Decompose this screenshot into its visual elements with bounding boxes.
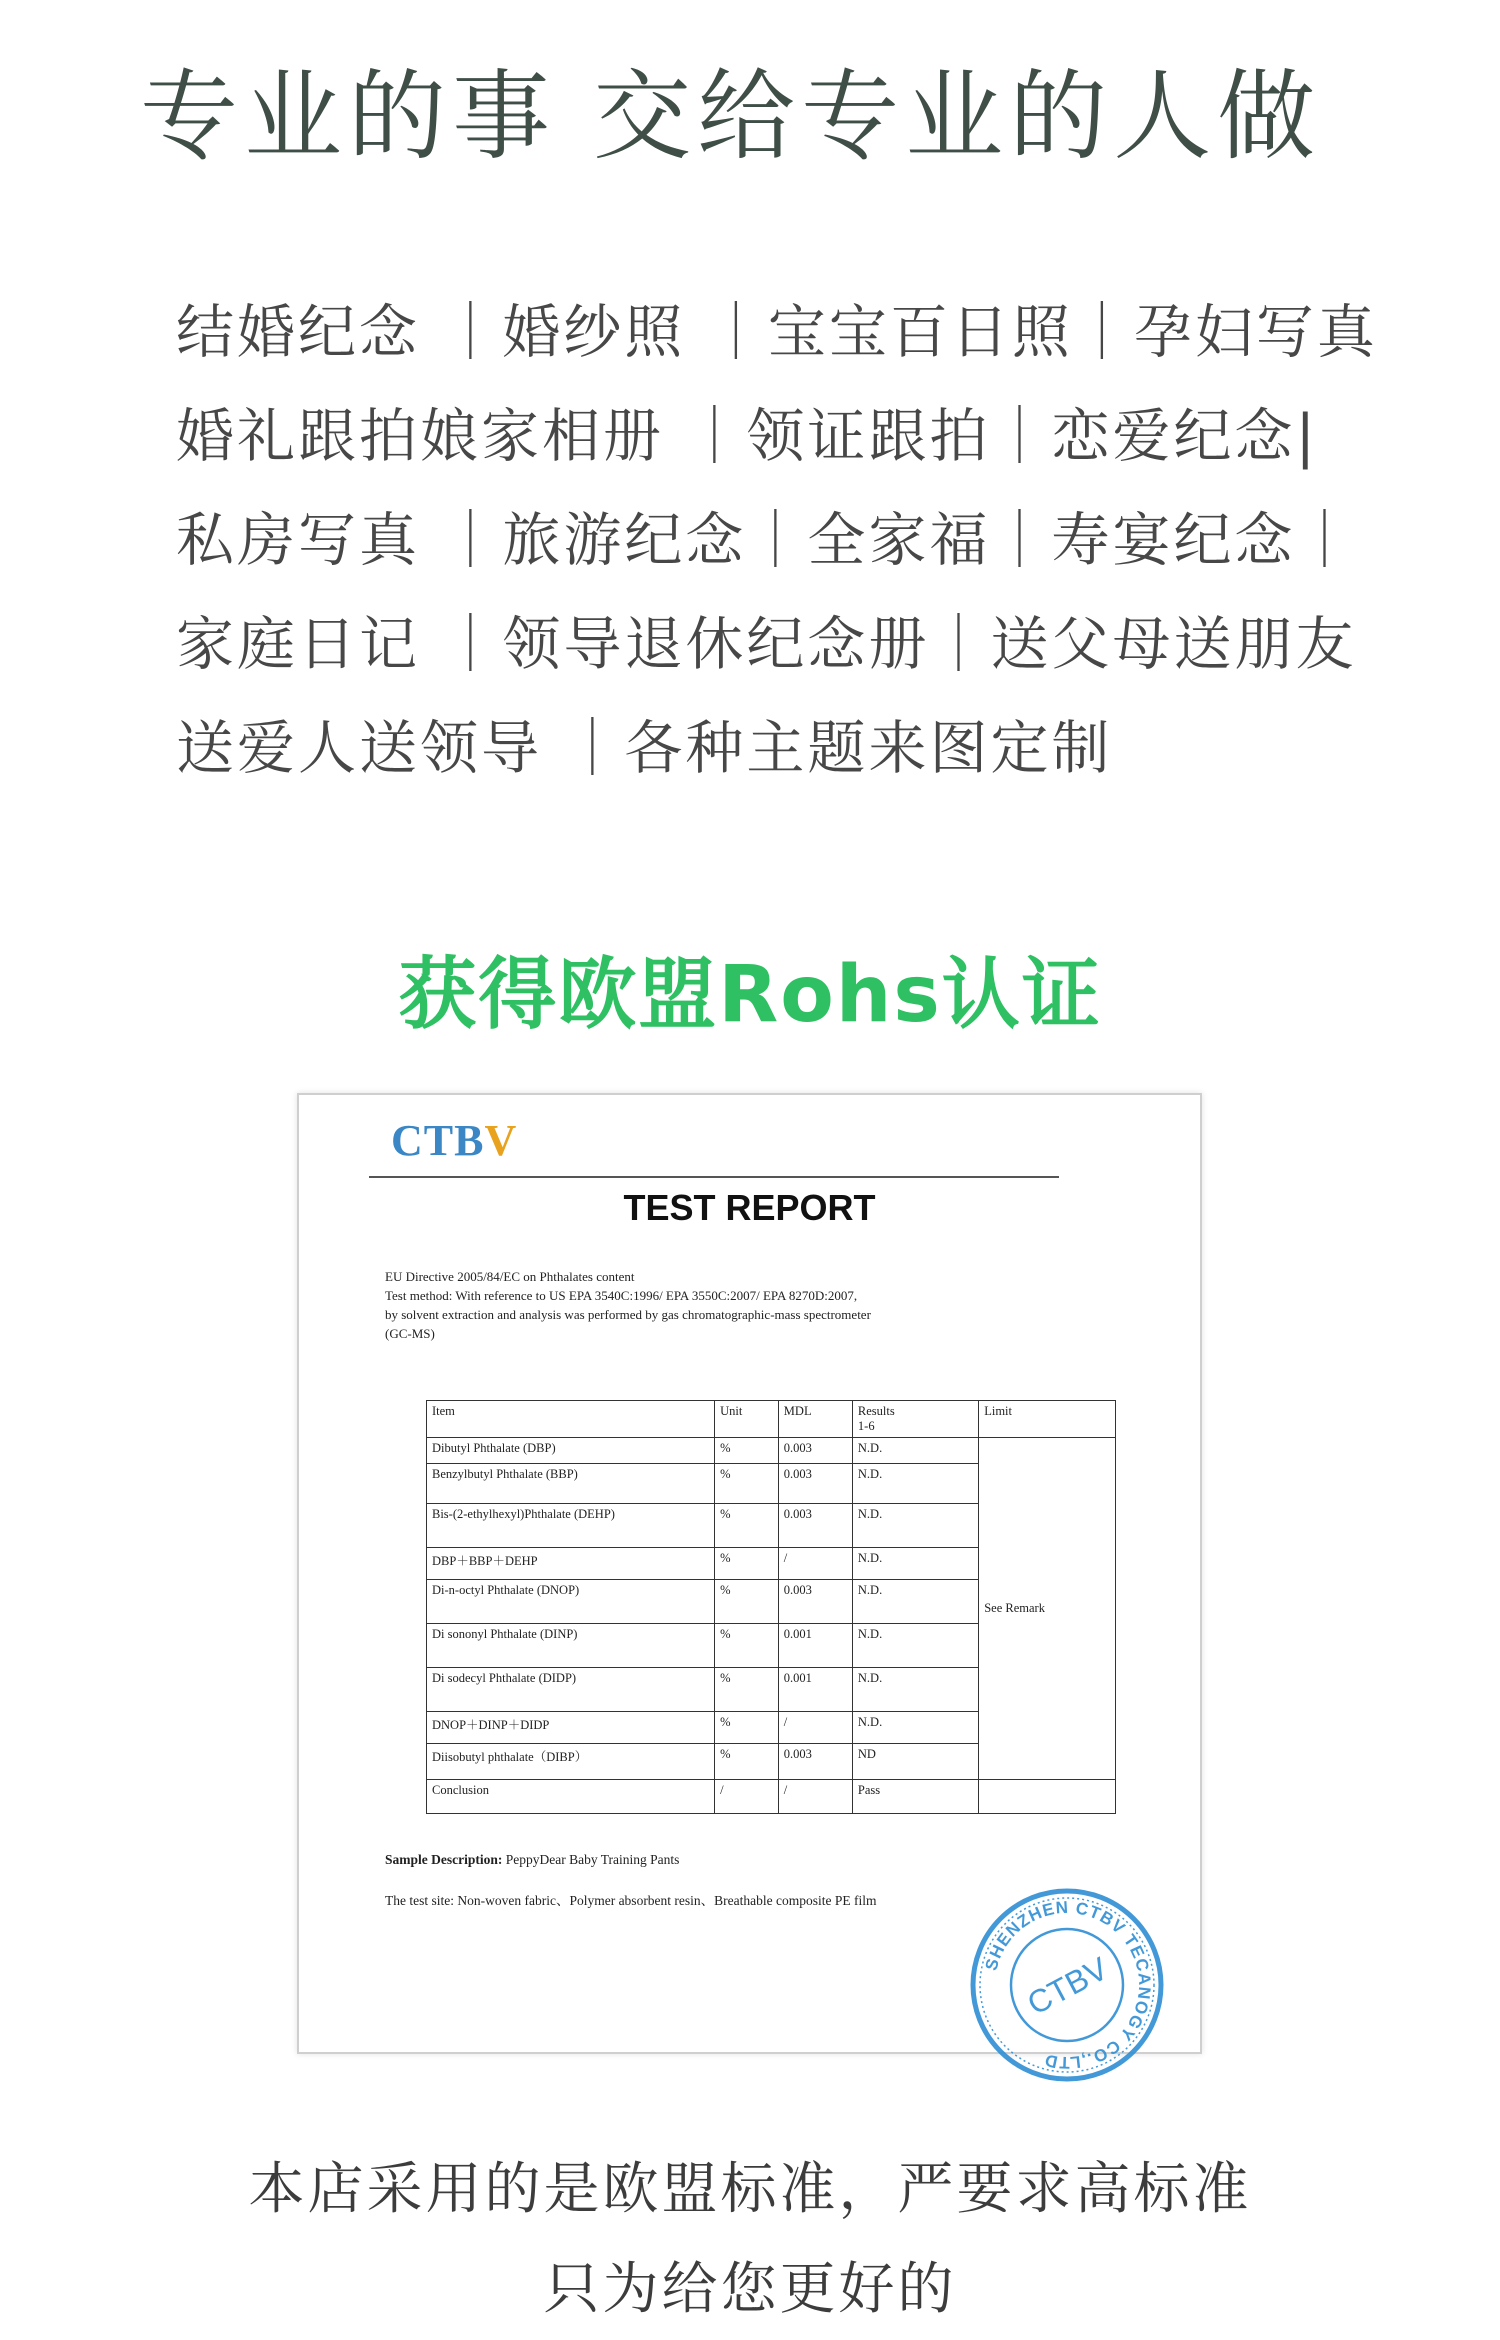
cell-limit-remark: See Remark [979, 1438, 1116, 1780]
theme-line: 私房写真 ｜旅游纪念｜全家福｜寿宴纪念｜ [176, 506, 1357, 574]
cell-mdl: 0.001 [778, 1668, 852, 1712]
bottom-statement [0, 2140, 1500, 2340]
company-seal-stamp [967, 1885, 1167, 2085]
table-row [427, 1438, 1116, 1464]
cell-result: N.D. [852, 1548, 978, 1580]
cell-unit: % [715, 1548, 779, 1580]
cell-item: Di sononyl Phthalate (DINP) [427, 1624, 715, 1668]
report-intro [385, 1267, 1085, 1343]
bottom-line-2: 只为给您更好的 [543, 2257, 957, 2322]
header-item: Item [427, 1401, 715, 1438]
cell-result: N.D. [852, 1438, 978, 1464]
results-table [426, 1400, 1116, 1814]
logo-text: CTB [391, 1116, 485, 1165]
cell-mdl: 0.003 [778, 1438, 852, 1464]
cell-item: Benzylbutyl Phthalate (BBP) [427, 1464, 715, 1504]
cell-mdl: 0.003 [778, 1744, 852, 1780]
cell-unit: % [715, 1624, 779, 1668]
theme-line: 送爱人送领导 ｜各种主题来图定制 [176, 714, 1113, 782]
cell-result: N.D. [852, 1464, 978, 1504]
sample-value: PeppyDear Baby Training Pants [505, 1852, 680, 1867]
stamp-ring-text: SHENZHEN CTBV TECANOGY CO.,LTD [981, 1897, 1155, 2073]
cell-item: Conclusion [427, 1780, 715, 1814]
intro-line: (GC-MS) [385, 1326, 435, 1341]
cell-mdl: / [778, 1712, 852, 1744]
theme-line: 结婚纪念 ｜婚纱照 ｜宝宝百日照｜孕妇写真 [176, 298, 1378, 366]
cell-result: ND [852, 1744, 978, 1780]
cell-result: N.D. [852, 1712, 978, 1744]
bottom-line-1: 本店采用的是欧盟标准，严要求高标准 [248, 2157, 1252, 2222]
header-unit: Unit [715, 1401, 779, 1438]
sample-label: Sample Description: [385, 1852, 503, 1867]
cell-result: N.D. [852, 1580, 978, 1624]
cell-item: Bis-(2-ethylhexyl)Phthalate (DEHP) [427, 1504, 715, 1548]
cell-mdl: / [778, 1548, 852, 1580]
theme-line: 婚礼跟拍娘家相册 ｜领证跟拍｜恋爱纪念| [176, 402, 1318, 470]
page-headline: 专业的事 交给专业的人做 [140, 60, 1322, 174]
cell-unit: / [715, 1780, 779, 1814]
cell-unit: % [715, 1464, 779, 1504]
table-header-row [427, 1401, 1116, 1438]
cell-mdl: 0.001 [778, 1624, 852, 1668]
cell-item: Dibutyl Phthalate (DBP) [427, 1438, 715, 1464]
table-conclusion-row [427, 1780, 1116, 1814]
header-results-label: Results [857, 1404, 895, 1418]
cell-unit: % [715, 1712, 779, 1744]
test-site: The test site: Non-woven fabric、Polymer absorbent resin、Breathable composite PE film [385, 1893, 877, 1908]
cell-mdl: 0.003 [778, 1464, 852, 1504]
cell-result: N.D. [852, 1668, 978, 1712]
cell-mdl: / [778, 1780, 852, 1814]
cell-item: Di-n-octyl Phthalate (DNOP) [427, 1580, 715, 1624]
theme-list [176, 280, 1416, 800]
sample-description [385, 1852, 679, 1868]
cell-limit [979, 1780, 1116, 1814]
report-title: TEST REPORT [623, 1187, 876, 1228]
cell-unit: % [715, 1504, 779, 1548]
intro-line: Test method: With reference to US EPA 3540C:1996/ EPA 3550C:2007/ EPA 8270D:2007, [385, 1288, 858, 1303]
logo-accent-letter: V [484, 1116, 518, 1165]
cell-unit: % [715, 1580, 779, 1624]
cell-result: N.D. [852, 1624, 978, 1668]
cell-mdl: 0.003 [778, 1580, 852, 1624]
intro-line: by solvent extraction and analysis was performed by gas chromatographic-mass spectrometer [385, 1307, 871, 1322]
cell-item: DBP＋BBP＋DEHP [427, 1548, 715, 1580]
intro-line: EU Directive 2005/84/EC on Phthalates content [385, 1269, 635, 1284]
cell-item: DNOP＋DINP＋DIDP [427, 1712, 715, 1744]
cell-item: Diisobutyl phthalate（DIBP） [427, 1744, 715, 1780]
header-mdl: MDL [778, 1401, 852, 1438]
cell-mdl: 0.003 [778, 1504, 852, 1548]
cell-item: Di sodecyl Phthalate (DIDP) [427, 1668, 715, 1712]
cell-result: Pass [852, 1780, 978, 1814]
cell-unit: % [715, 1744, 779, 1780]
stamp-center-text: CTBV [1021, 1949, 1114, 2022]
cell-result: N.D. [852, 1504, 978, 1548]
header-divider [369, 1176, 1059, 1178]
cell-unit: % [715, 1668, 779, 1712]
test-report-image [297, 1093, 1202, 2073]
cell-unit: % [715, 1438, 779, 1464]
header-results-sub: 1-6 [857, 1419, 875, 1433]
ctbv-logo [391, 1115, 517, 1166]
header-results [852, 1401, 978, 1438]
certification-title: 获得欧盟Rohs认证 [398, 950, 1102, 1040]
header-limit: Limit [979, 1401, 1116, 1438]
theme-line: 家庭日记 ｜领导退休纪念册｜送父母送朋友 [176, 610, 1357, 678]
